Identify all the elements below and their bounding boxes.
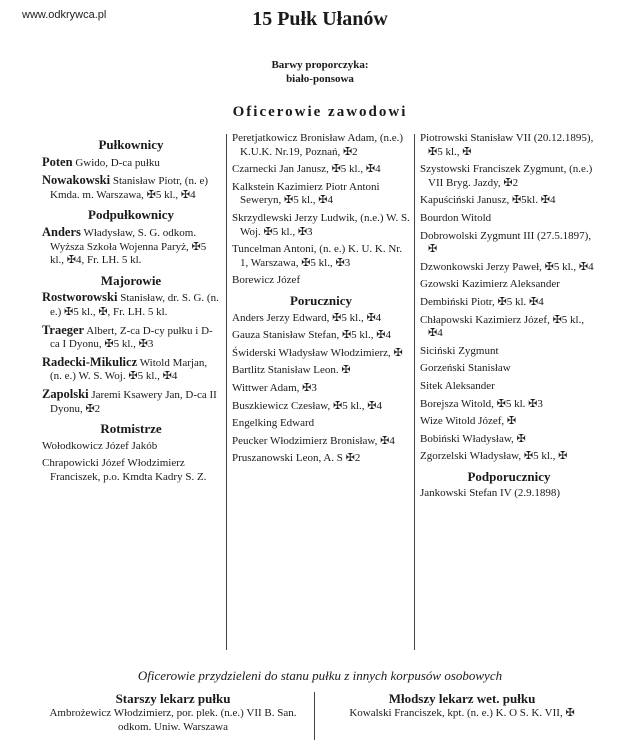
senior-doctor-entry: Ambrożewicz Włodzimierz, por. plek. (n.e.) VII B. San. odkom. Uniw. Warszawa xyxy=(49,707,297,733)
officer-entry xyxy=(232,243,410,270)
officer-entry xyxy=(232,347,410,361)
officer-surname: Nowakowski xyxy=(42,173,111,188)
officer-entry xyxy=(42,356,220,384)
senior-doctor-block xyxy=(42,692,304,734)
rank-heading: Porucznicy xyxy=(289,292,353,308)
officer-details: Sitek Aleksander xyxy=(420,379,495,392)
officer-entry xyxy=(420,212,598,226)
officer-details: Tuncelman Antoni, (n. e.) K. U. K. Nr. 1, Warszawa, ✠5 kl., ✠3 xyxy=(232,243,403,269)
officer-details: Buszkiewicz Czesław, ✠5 kl., ✠4 xyxy=(232,399,382,412)
officer-details: Stanisław Piotr, (n. e) Kmda. m. Warszawa, ✠5 kl., ✠4 xyxy=(50,175,209,201)
column-1 xyxy=(42,132,220,488)
officer-details: Siciński Zygmunt xyxy=(420,344,499,357)
officer-surname: Radecki-Mikulicz xyxy=(42,354,138,369)
officer-details: Kapuściński Janusz, ✠5kl. ✠4 xyxy=(420,194,556,207)
officer-details: Dzwonkowski Jerzy Paweł, ✠5 kl., ✠4 xyxy=(420,260,594,273)
officer-details: Stanisław, dr. S. G. (n. e.) ✠5 kl., ✠, Fr. LH. 5 kl. xyxy=(50,292,219,318)
officer-entry xyxy=(420,450,598,464)
officer-details: Wittwer Adam, ✠3 xyxy=(232,381,317,394)
attached-officers-heading: Oficerowie przydzieleni do stanu pułku z innych korpusów osobowych xyxy=(137,668,503,683)
rank-heading: Pułkownicy xyxy=(98,137,164,152)
officer-entry xyxy=(232,417,410,431)
officer-details: Piotrowski Stanisław VII (20.12.1895), ✠5 kl., ✠ xyxy=(420,132,594,158)
officer-entry xyxy=(232,329,410,343)
officer-details: Engelking Edward xyxy=(232,417,315,430)
column-2 xyxy=(232,132,410,470)
officer-details: Gwido, D-ca pułku xyxy=(75,156,160,169)
officer-details: Gorzeński Stanisław xyxy=(420,362,511,375)
officer-details: Dembiński Piotr, ✠5 kl. ✠4 xyxy=(420,295,544,308)
officer-surname: Traeger xyxy=(42,322,85,337)
section-heading-career-officers: Oficerowie zawodowi xyxy=(232,104,408,120)
officer-entry xyxy=(420,487,598,501)
officer-surname: Rostworowski xyxy=(42,290,118,305)
officer-details: Anders Jerzy Edward, ✠5 kl., ✠4 xyxy=(232,311,382,324)
officer-entry xyxy=(42,226,220,268)
officer-entry xyxy=(42,324,220,352)
officer-details: Borejsza Witold, ✠5 kl. ✠3 xyxy=(420,397,543,410)
junior-vet-block xyxy=(324,692,600,720)
officer-entry xyxy=(420,433,598,447)
officer-entry xyxy=(232,452,410,466)
officer-details: Dobrowolski Zygmunt III (27.5.1897), ✠ xyxy=(420,229,592,256)
rank-heading: Podporucznicy xyxy=(467,468,551,484)
officer-details: Borewicz Józef xyxy=(232,274,301,287)
page-title: 15 Pułk Ułanów xyxy=(252,8,388,30)
officer-details: Kalkstein Kazimierz Piotr Antoni Seweryn, ✠5 kl., ✠4 xyxy=(232,180,380,207)
officer-entry xyxy=(420,278,598,292)
officer-details: Wize Witold Józef, ✠ xyxy=(420,415,517,428)
officer-entry xyxy=(42,156,220,171)
officer-details: Pruszanowski Leon, A. S ✠2 xyxy=(232,452,361,465)
officer-entry xyxy=(420,380,598,394)
pennant-colors xyxy=(0,58,640,86)
officer-details: Jankowski Stefan IV (2.9.1898) xyxy=(420,487,561,500)
officer-entry xyxy=(42,291,220,319)
officer-entry xyxy=(232,435,410,449)
officer-details: Czarnecki Jan Janusz, ✠5 kl., ✠4 xyxy=(232,163,381,176)
officer-entry xyxy=(420,194,598,208)
officer-entry xyxy=(232,400,410,414)
officer-surname: Poten xyxy=(42,154,73,169)
officer-entry xyxy=(420,261,598,275)
officer-entry xyxy=(420,362,598,376)
colors-value: biało-ponsowa xyxy=(286,73,354,85)
column-3 xyxy=(420,132,598,505)
officer-details: Jaremi Ksawery Jan, D-ca II Dyonu, ✠2 xyxy=(50,388,217,415)
colors-label: Barwy proporczyka: xyxy=(271,59,369,71)
officer-entry xyxy=(232,163,410,177)
officer-entry xyxy=(420,398,598,412)
column-divider xyxy=(414,134,415,650)
officer-details: Bourdon Witold xyxy=(420,211,492,224)
officer-entry xyxy=(420,230,598,257)
officer-surname: Anders xyxy=(42,224,81,239)
officer-entry xyxy=(420,296,598,310)
junior-vet-entry: Kowalski Franciszek, kpt. (n. e.) K. O S. K. VII, ✠ xyxy=(349,707,575,719)
officer-details: Skrzydlewski Jerzy Ludwik, (n.e.) W. S. Woj. ✠5 kl., ✠3 xyxy=(232,211,410,238)
officer-surname: Zapolski xyxy=(42,386,89,401)
officer-entry xyxy=(420,132,598,159)
officer-details: Gauza Stanisław Stefan, ✠5 kl., ✠4 xyxy=(232,329,391,342)
rank-heading: Majorowie xyxy=(100,272,162,288)
officer-entry xyxy=(42,457,220,484)
officer-entry xyxy=(420,345,598,359)
column-divider xyxy=(226,134,227,650)
officer-entry xyxy=(232,364,410,378)
watermark: www.odkrywca.pl xyxy=(22,9,107,21)
officer-entry xyxy=(42,388,220,416)
officer-details: Peucker Włodzimierz Bronisław, ✠4 xyxy=(232,434,395,447)
junior-vet-heading: Młodszy lekarz wet. pułku xyxy=(388,691,536,706)
officer-entry xyxy=(232,312,410,326)
officer-entry xyxy=(42,174,220,202)
officer-details: Chrapowicki Józef Włodzimierz Franciszek, p.o. Kmdta Kadry S. Z. xyxy=(42,457,207,483)
officer-details: Gzowski Kazimierz Aleksander xyxy=(420,278,560,291)
officer-entry xyxy=(420,314,598,341)
officer-entry xyxy=(420,163,598,190)
officer-entry xyxy=(232,212,410,239)
officer-details: Bartlitz Stanisław Leon. ✠ xyxy=(232,364,351,377)
officer-details: Peretjatkowicz Bronisław Adam, (n.e.) K.U.K. Nr.19, Poznań, ✠2 xyxy=(232,132,404,158)
rank-heading: Podpułkownicy xyxy=(88,207,174,223)
officer-details: Wołodkowicz Józef Jakób xyxy=(42,439,158,452)
officer-entry xyxy=(232,382,410,396)
officer-entry xyxy=(232,274,410,288)
officer-details: Albert, Z-ca D-cy pułku i D-ca I Dyonu, ✠5 kl., ✠3 xyxy=(50,324,213,351)
bottom-divider xyxy=(314,692,315,740)
officer-details: Władysław, S. G. odkom. Wyższa Szkoła Wojenna Paryż, ✠5 kl., ✠4, Fr. LH. 5 kl. xyxy=(50,226,207,267)
officer-details: Witold Marjan, (n. e.) W. S. Woj. ✠5 kl., ✠4 xyxy=(50,356,208,383)
officer-entry xyxy=(420,415,598,429)
officer-details: Świderski Władysław Włodzimierz, ✠ xyxy=(232,346,403,359)
officer-entry xyxy=(42,440,220,454)
rank-heading: Rotmistrze xyxy=(100,421,162,437)
officer-details: Chłapowski Kazimierz Józef, ✠5 kl., ✠4 xyxy=(420,313,585,340)
officer-details: Zgorzelski Władysław, ✠5 kl., ✠ xyxy=(420,450,568,463)
officer-entry xyxy=(232,132,410,159)
senior-doctor-heading: Starszy lekarz pułku xyxy=(115,691,231,706)
officer-details: Bobiński Władysław, ✠ xyxy=(420,432,526,445)
officer-entry xyxy=(232,181,410,208)
officer-details: Szystowski Franciszek Zygmunt, (n.e.) VII Bryg. Jazdy, ✠2 xyxy=(420,163,593,189)
